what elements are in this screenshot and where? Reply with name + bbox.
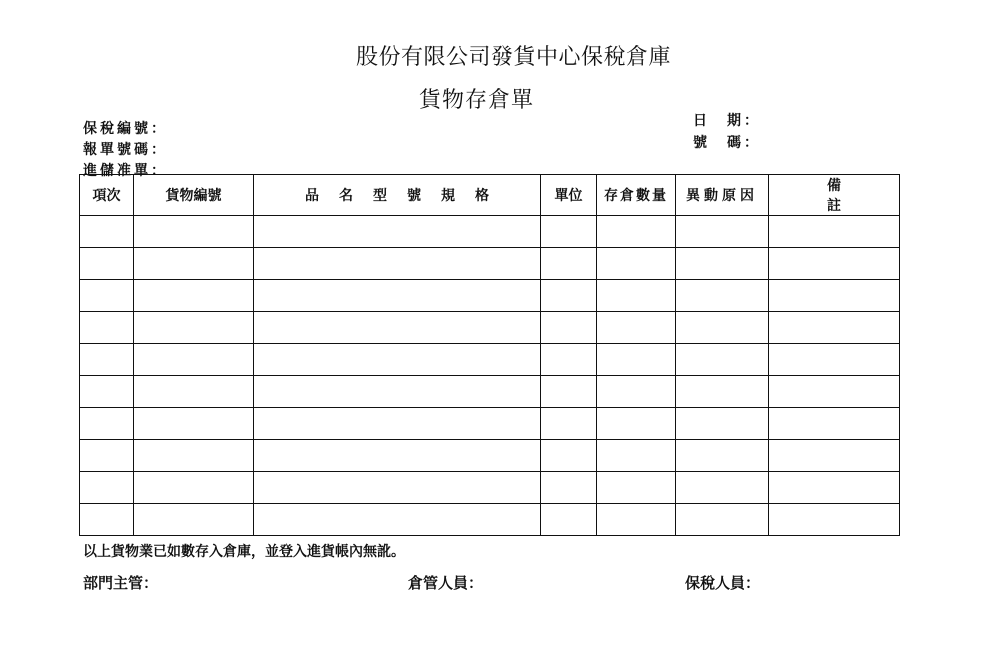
- bond-number-label: 保稅編號：: [83, 121, 168, 137]
- table-cell[interactable]: [80, 216, 134, 248]
- table-cell[interactable]: [769, 408, 900, 440]
- table-cell[interactable]: [676, 376, 769, 408]
- table-cell[interactable]: [676, 280, 769, 312]
- storage-permit-label: 進儲准單：: [83, 163, 168, 179]
- table-cell[interactable]: [541, 408, 597, 440]
- table-cell[interactable]: [676, 216, 769, 248]
- document-title: 貨物存倉單: [419, 88, 535, 113]
- table-cell[interactable]: [541, 344, 597, 376]
- table-cell[interactable]: [597, 408, 676, 440]
- table-cell[interactable]: [541, 312, 597, 344]
- table-cell[interactable]: [134, 408, 254, 440]
- table-cell[interactable]: [254, 312, 541, 344]
- table-cell[interactable]: [254, 248, 541, 280]
- table-cell[interactable]: [769, 472, 900, 504]
- table-cell[interactable]: [254, 344, 541, 376]
- table-cell[interactable]: [134, 248, 254, 280]
- table-cell[interactable]: [541, 504, 597, 536]
- table-cell[interactable]: [769, 312, 900, 344]
- column-header-item-no: 項次: [80, 175, 134, 216]
- table-cell[interactable]: [769, 248, 900, 280]
- table-cell[interactable]: [597, 312, 676, 344]
- table-cell[interactable]: [597, 216, 676, 248]
- table-cell[interactable]: [254, 440, 541, 472]
- table-row: [80, 504, 900, 536]
- column-header-goods-code: 貨物編號: [134, 175, 254, 216]
- dept-head-signature-label: 部門主管：: [83, 574, 159, 592]
- table-cell[interactable]: [597, 472, 676, 504]
- table-cell[interactable]: [769, 504, 900, 536]
- table-header-row: [80, 175, 900, 216]
- table-row: [80, 472, 900, 504]
- column-header-remarks: 備註: [769, 175, 900, 216]
- table-cell[interactable]: [541, 440, 597, 472]
- table-cell[interactable]: [541, 472, 597, 504]
- table-cell[interactable]: [676, 504, 769, 536]
- table-row: [80, 440, 900, 472]
- bonded-staff-signature-label: 保稅人員：: [685, 574, 761, 592]
- table-cell[interactable]: [254, 472, 541, 504]
- date-label: 日 期：: [693, 113, 761, 129]
- table-cell[interactable]: [597, 440, 676, 472]
- column-header-quantity: 存倉數量: [597, 175, 676, 216]
- column-header-unit: 單位: [541, 175, 597, 216]
- table-cell[interactable]: [676, 472, 769, 504]
- table-cell[interactable]: [134, 280, 254, 312]
- table-cell[interactable]: [254, 280, 541, 312]
- table-cell[interactable]: [769, 280, 900, 312]
- table-cell[interactable]: [134, 504, 254, 536]
- table-row: [80, 312, 900, 344]
- table-cell[interactable]: [541, 376, 597, 408]
- table-cell[interactable]: [80, 408, 134, 440]
- table-row: [80, 344, 900, 376]
- table-row: [80, 376, 900, 408]
- column-header-change-reason: 異動原因: [676, 175, 769, 216]
- table-cell[interactable]: [769, 440, 900, 472]
- table-row: [80, 248, 900, 280]
- table-cell[interactable]: [541, 216, 597, 248]
- table-cell[interactable]: [80, 440, 134, 472]
- table-cell[interactable]: [676, 408, 769, 440]
- column-header-description: 品名型號規格: [254, 175, 541, 216]
- company-name: 股份有限公司發貨中心保稅倉庫: [356, 45, 672, 70]
- table-cell[interactable]: [134, 312, 254, 344]
- table-cell[interactable]: [134, 376, 254, 408]
- table-cell[interactable]: [80, 248, 134, 280]
- table-cell[interactable]: [541, 248, 597, 280]
- table-cell[interactable]: [80, 344, 134, 376]
- table-cell[interactable]: [541, 280, 597, 312]
- table-cell[interactable]: [769, 216, 900, 248]
- table-cell[interactable]: [676, 440, 769, 472]
- table-cell[interactable]: [676, 248, 769, 280]
- table-row: [80, 408, 900, 440]
- table-cell[interactable]: [80, 280, 134, 312]
- number-label: 號 碼：: [693, 135, 761, 151]
- table-cell[interactable]: [254, 216, 541, 248]
- table-row: [80, 216, 900, 248]
- table-cell[interactable]: [80, 376, 134, 408]
- table-cell[interactable]: [80, 504, 134, 536]
- table-cell[interactable]: [597, 504, 676, 536]
- goods-table: [79, 174, 900, 536]
- table-row: [80, 280, 900, 312]
- table-cell[interactable]: [676, 312, 769, 344]
- table-cell[interactable]: [769, 344, 900, 376]
- table-cell[interactable]: [597, 280, 676, 312]
- warehouse-staff-signature-label: 倉管人員：: [408, 574, 484, 592]
- table-cell[interactable]: [769, 376, 900, 408]
- report-number-label: 報單號碼：: [83, 142, 168, 158]
- table-cell[interactable]: [676, 344, 769, 376]
- table-cell[interactable]: [134, 216, 254, 248]
- table-cell[interactable]: [597, 344, 676, 376]
- table-cell[interactable]: [597, 376, 676, 408]
- table-cell[interactable]: [254, 376, 541, 408]
- table-cell[interactable]: [80, 312, 134, 344]
- table-cell[interactable]: [597, 248, 676, 280]
- table-cell[interactable]: [134, 344, 254, 376]
- table-cell[interactable]: [254, 408, 541, 440]
- table-cell[interactable]: [80, 472, 134, 504]
- confirmation-statement: 以上貨物業已如數存入倉庫，並登入進貨帳內無訛。: [83, 544, 405, 560]
- table-cell[interactable]: [134, 440, 254, 472]
- table-cell[interactable]: [254, 504, 541, 536]
- table-cell[interactable]: [134, 472, 254, 504]
